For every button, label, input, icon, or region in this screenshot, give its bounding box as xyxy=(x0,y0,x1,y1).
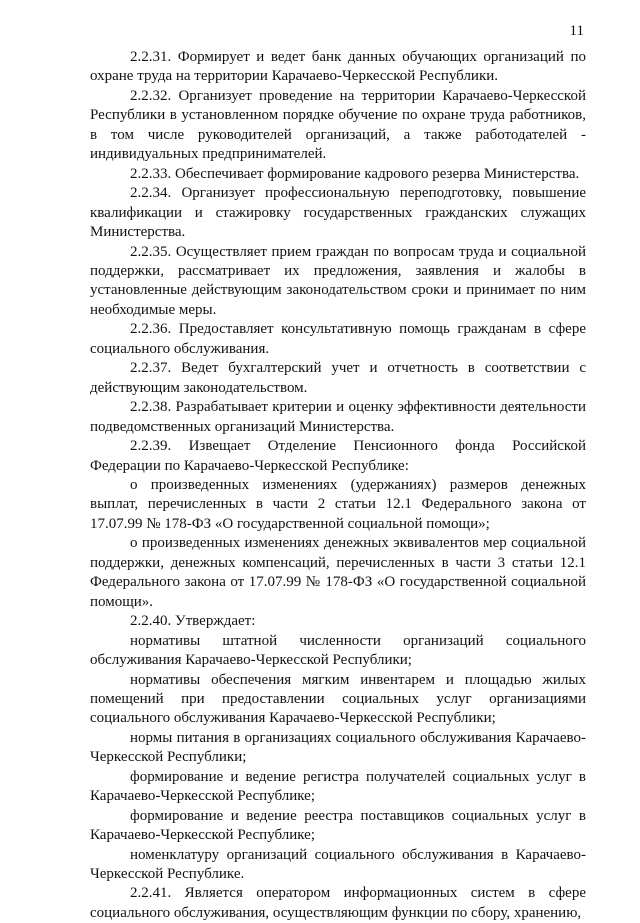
paragraph-2-2-38: 2.2.38. Разрабатывает критерии и оценку эффективности деятельности подведомственных организаций Министерства. xyxy=(90,399,586,435)
paragraph-2-2-31: 2.2.31. Формирует и ведет банк данных обучающих организаций по охране труда на территории Карачаево-Черкесской Республики. xyxy=(90,49,586,85)
paragraph-2-2-34: 2.2.34. Организует профессиональную переподготовку, повышение квалификации и стажировку государственных гражданских служащих Министерства. xyxy=(90,185,586,241)
list-item-staff-norms: нормативы штатной численности организаций социального обслуживания Карачаево-Черкесской Республики; xyxy=(90,632,586,669)
list-item-food-norms: нормы питания в организациях социального обслуживания Карачаево-Черкесской Республики; xyxy=(90,729,586,766)
paragraph-2-2-37: 2.2.37. Ведет бухгалтерский учет и отчетность в соответствии с действующим законодательством. xyxy=(90,360,586,396)
paragraph-2-2-35: 2.2.35. Осуществляет прием граждан по вопросам труда и социальной поддержки, рассматривает их предложения, заявления и жалобы в установленные действующим законодательством сроки и принимает по ним необходимые меры. xyxy=(90,243,586,318)
paragraph-2-2-32: 2.2.32. Организует проведение на территории Карачаево-Черкесской Республики в установленном порядке обучение по охране труда работников, в том числе руководителей организаций, а также работодателей - индивидуальных предпринимателей. xyxy=(90,87,586,163)
paragraph-2-2-36: 2.2.36. Предоставляет консультативную помощь гражданам в сфере социального обслуживания. xyxy=(90,321,586,357)
document-body xyxy=(90,48,586,923)
list-item-providers-register: формирование и ведение реестра поставщиков социальных услуг в Карачаево-Черкесской Республике; xyxy=(90,807,586,844)
list-item-recipients-register: формирование и ведение регистра получателей социальных услуг в Карачаево-Черкесской Республике; xyxy=(90,768,586,805)
paragraph-2-2-40: 2.2.40. Утверждает: xyxy=(130,613,256,630)
paragraph-2-2-39: 2.2.39. Извещает Отделение Пенсионного фонда Российской Федерации по Карачаево-Черкесской Республике: xyxy=(90,438,586,474)
list-item-inventory-norms: нормативы обеспечения мягким инвентарем и площадью жилых помещений при предоставлении социальных услуг организациями социального обслуживания Карачаево-Черкесской Республики; xyxy=(90,671,586,727)
list-item-equivalents: о произведенных изменениях денежных эквивалентов мер социальной поддержки, денежных компенсаций, перечисленных в части 3 статьи 12.1 Федерального закона от 17.07.99 № 178-ФЗ «О государственной социальной помощи». xyxy=(90,535,586,610)
paragraph-2-2-41: 2.2.41. Является оператором информационных систем в сфере социального обслуживания, осуществляющим функции по сбору, хранению, xyxy=(90,885,586,921)
paragraph-2-2-33: 2.2.33. Обеспечивает формирование кадрового резерва Министерства. xyxy=(130,165,580,182)
list-item-payments: о произведенных изменениях (удержаниях) размеров денежных выплат, перечисленных в части 2 статьи 12.1 Федерального закона от 17.07.99 № 178-ФЗ «О государственной социальной помощи»; xyxy=(90,476,586,532)
list-item-nomenclature: номенклатуру организаций социального обслуживания в Карачаево-Черкесской Республике. xyxy=(90,846,586,883)
page-number: 11 xyxy=(569,23,584,39)
